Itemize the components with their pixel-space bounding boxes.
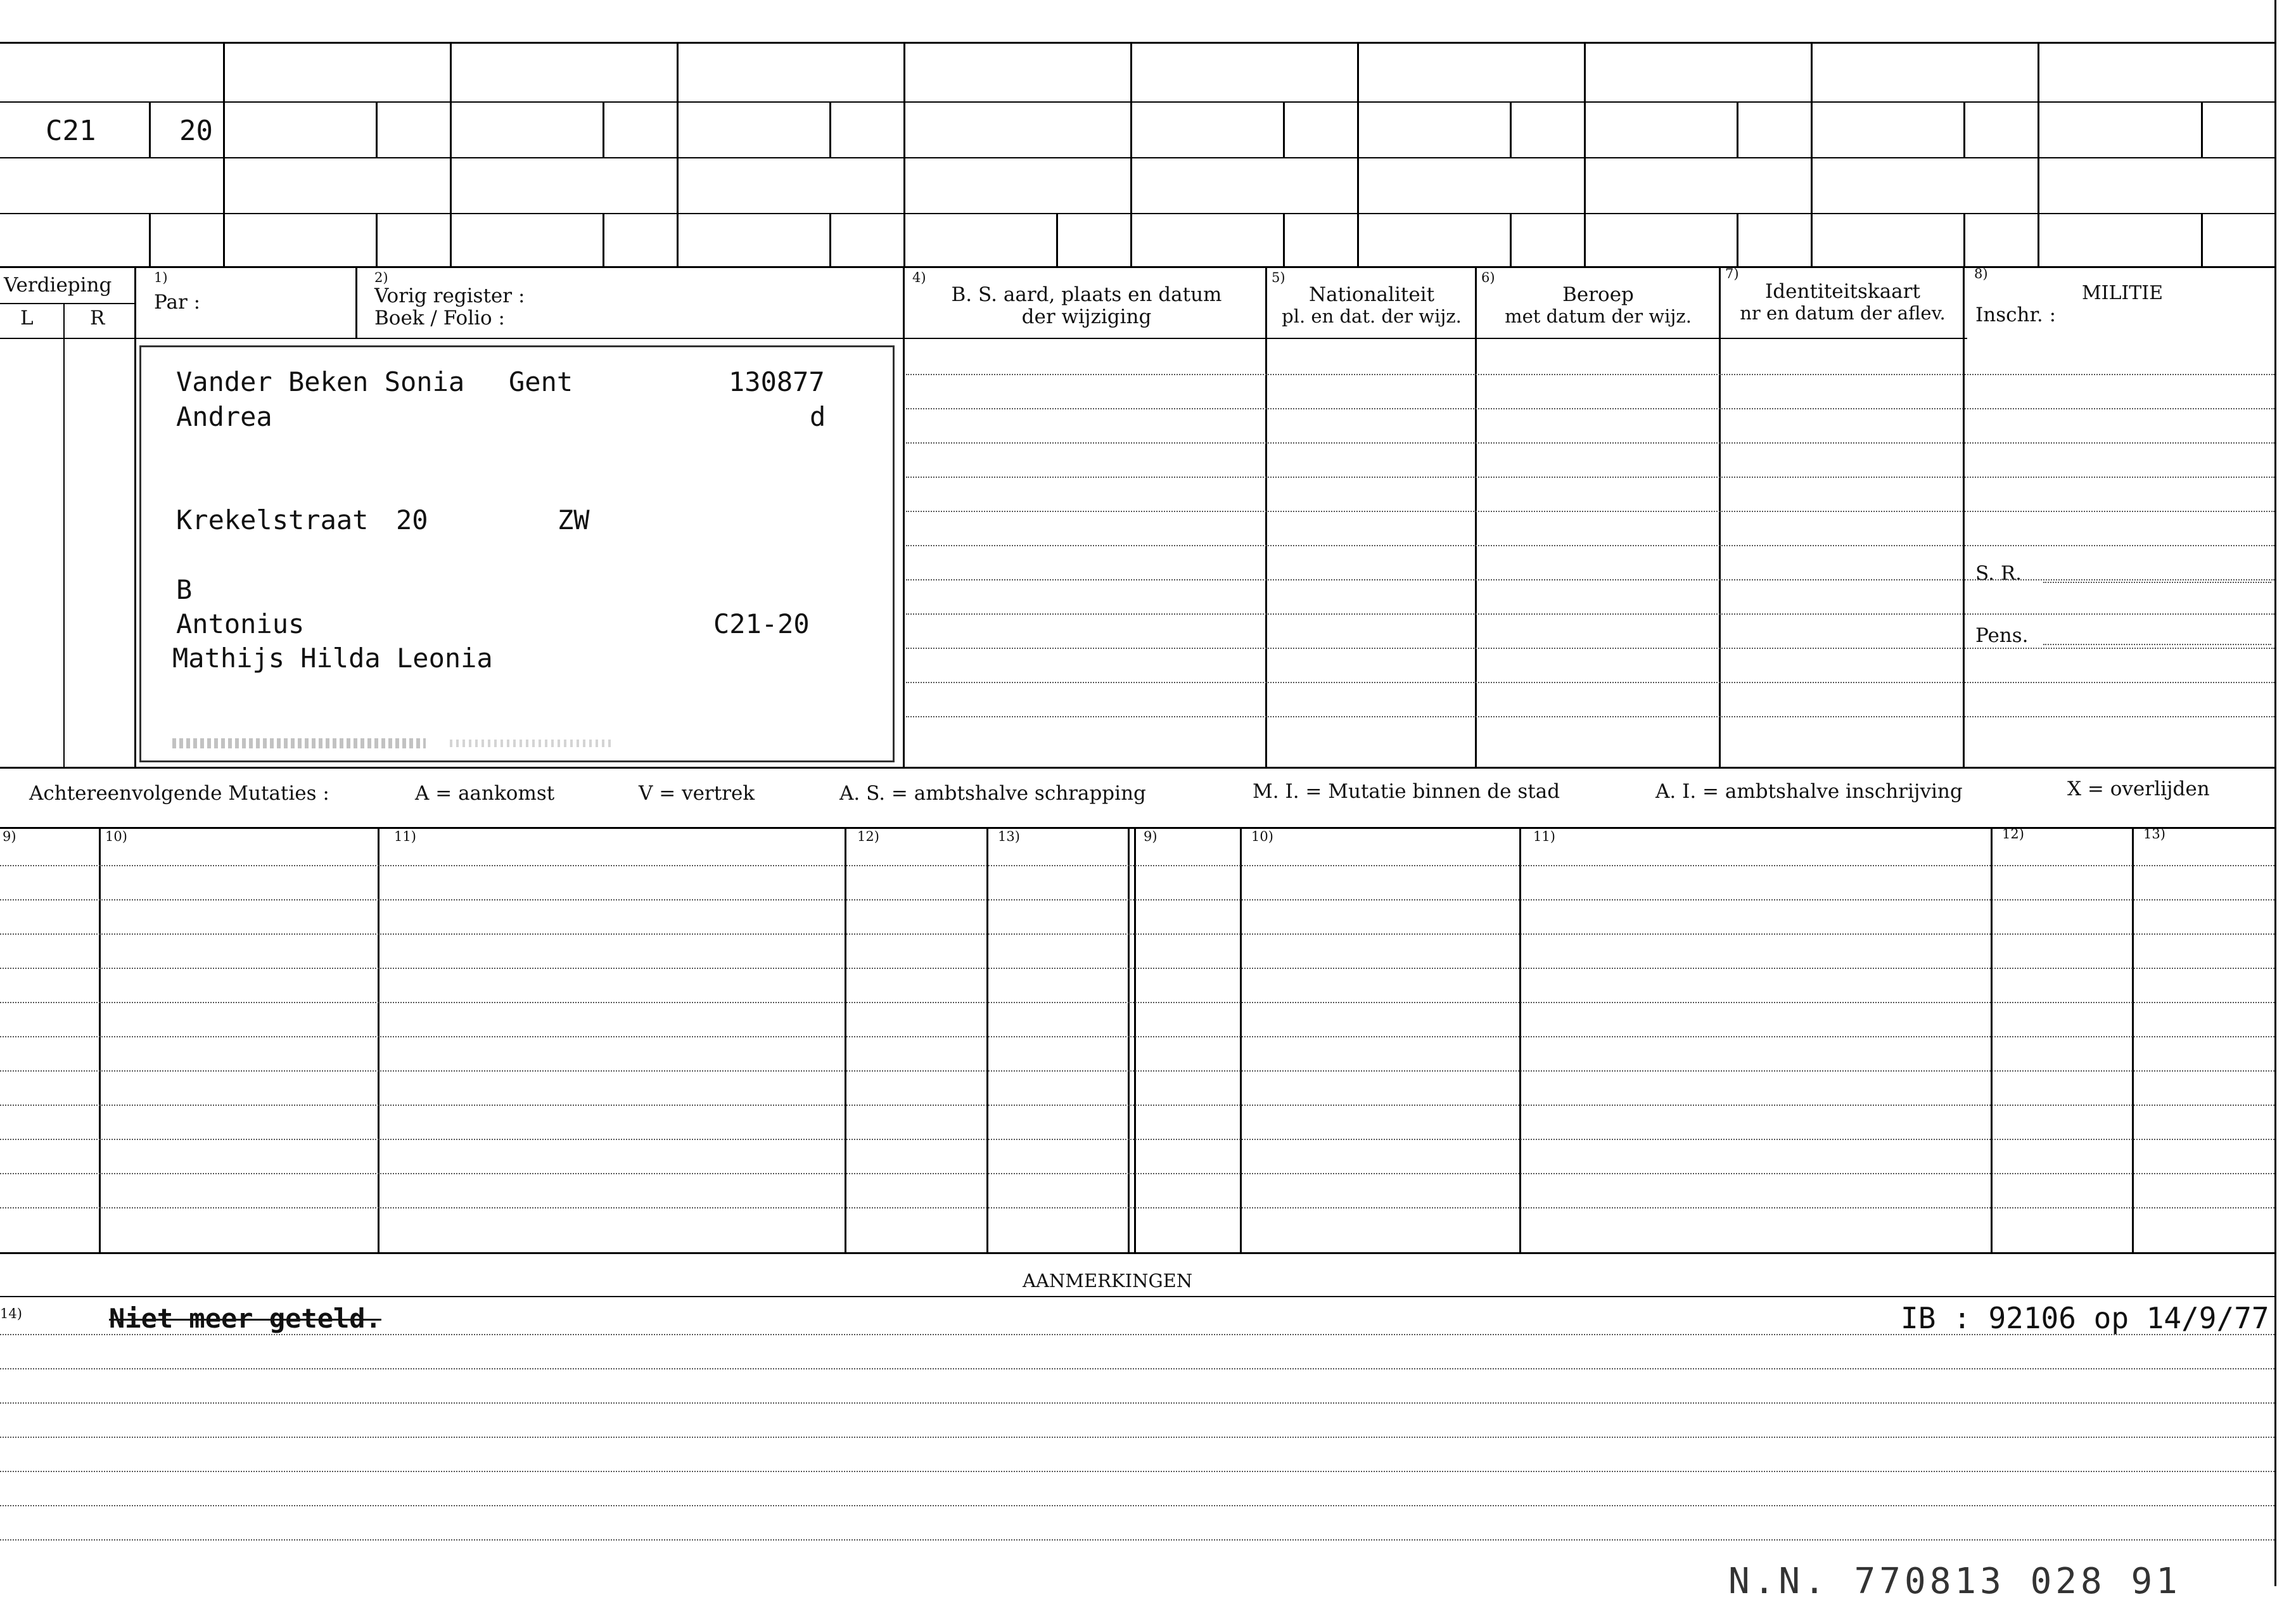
mut-col-9b: 9)	[1144, 829, 1158, 844]
header-grid-line	[0, 213, 2274, 214]
person-place: Gent	[509, 366, 573, 397]
header-subdivider	[1963, 101, 1965, 157]
mut-col-12: 12)	[857, 829, 879, 844]
mutations-bottom-line	[0, 1252, 2274, 1254]
identiteitskaart-label: Identiteitskaart	[1765, 280, 1920, 303]
bs-label: B. S. aard, plaats en datum	[951, 283, 1222, 306]
header-subdivider	[1737, 213, 1738, 266]
header-subdivider	[829, 213, 831, 266]
col-divider-lr	[63, 303, 65, 769]
remarks-struck-text: Niet meer geteld.	[109, 1303, 381, 1334]
mutations-top-line	[0, 827, 2274, 829]
col8-number: 8)	[1974, 266, 1988, 281]
col7-number: 7)	[1725, 266, 1739, 281]
par-label: Par :	[154, 291, 201, 314]
mut-divider	[378, 827, 379, 1252]
remarks-ib-text: IB : 92106 op 14/9/77	[1901, 1301, 2269, 1335]
col-divider-militie	[1963, 266, 1965, 769]
person-nationality: B	[176, 574, 193, 605]
nat-date-label: pl. en dat. der wijz.	[1282, 305, 1462, 327]
header-subdivider	[1283, 101, 1285, 157]
person-mother: Mathijs Hilda Leonia	[172, 643, 493, 674]
remarks-rule	[0, 1368, 2274, 1369]
header-grid-top-line	[0, 42, 2274, 44]
header-code: C21	[46, 115, 96, 147]
mut-col-11: 11)	[394, 829, 416, 844]
header-subdivider	[149, 101, 151, 157]
person-street: Krekelstraat	[176, 504, 369, 535]
header-divider	[2038, 42, 2039, 266]
legend-mi: M. I. = Mutatie binnen de stad	[1253, 780, 1560, 803]
mutation-rule	[0, 1173, 2274, 1174]
header-subdivider	[603, 213, 604, 266]
header-divider	[1584, 42, 1586, 266]
mutation-rule	[0, 1105, 2274, 1106]
nationaliteit-label: Nationaliteit	[1308, 283, 1435, 306]
header-subdivider	[1963, 213, 1965, 266]
legend-v: V = vertrek	[639, 782, 755, 805]
header-subdivider	[376, 101, 378, 157]
header-subdivider	[149, 213, 151, 266]
person-code-zw: ZW	[558, 504, 590, 535]
smudge	[172, 738, 426, 748]
header-subdivider	[2201, 213, 2203, 266]
header-subdivider	[1056, 213, 1058, 266]
col-divider-bs	[903, 266, 905, 769]
legend-ai: A. I. = ambtshalve inschrijving	[1655, 780, 1963, 803]
col-divider-id	[1719, 266, 1721, 769]
mut-col-10: 10)	[105, 829, 127, 844]
header-subdivider	[376, 213, 378, 266]
remarks-top-line	[0, 1296, 2274, 1297]
inschr-label: Inschr. :	[1975, 304, 2057, 326]
mutation-rule	[0, 1207, 2274, 1208]
mut-divider	[1128, 827, 1130, 1252]
header-divider	[1357, 42, 1359, 266]
legend-top-line	[0, 767, 2274, 769]
main-rule	[906, 511, 2274, 512]
header-subdivider	[1510, 101, 1512, 157]
pens-line	[2043, 644, 2271, 645]
header-subdivider	[1510, 213, 1512, 266]
main-rule	[906, 545, 2274, 546]
col4-number: 4)	[912, 270, 926, 285]
remarks-rule	[0, 1505, 2274, 1506]
mutation-rule	[0, 865, 2274, 866]
header-subdivider	[2201, 101, 2203, 157]
col-divider-verdieping	[134, 266, 136, 769]
header-divider	[677, 42, 679, 266]
mut-col-9: 9)	[3, 829, 16, 844]
remarks-rule	[0, 1471, 2274, 1472]
legend-a: A = aankomst	[415, 782, 555, 805]
mut-divider	[1991, 827, 1993, 1252]
legend-title: Achtereenvolgende Mutaties :	[29, 782, 329, 805]
sr-line	[2043, 582, 2271, 583]
vorig-register-label: Vorig register :	[374, 285, 525, 307]
mut-divider	[99, 827, 101, 1252]
mutation-rule	[0, 968, 2274, 969]
mutation-rule	[0, 1002, 2274, 1003]
column-header-bottom-line	[0, 338, 1967, 339]
remarks-rule	[0, 1539, 2274, 1541]
header-subdivider	[1737, 101, 1738, 157]
header-number: 20	[179, 115, 213, 147]
person-father: Antonius	[176, 608, 305, 639]
person-name: Vander Beken Sonia	[176, 366, 465, 397]
mut-col-13: 13)	[998, 829, 1020, 844]
mutation-rule	[0, 899, 2274, 900]
col-divider-nat	[1265, 266, 1267, 769]
main-rule	[906, 374, 2274, 375]
header-subdivider	[1283, 213, 1285, 266]
main-rule	[906, 716, 2274, 717]
sr-label: S. R.	[1975, 562, 2022, 585]
person-date: 130877	[729, 366, 825, 397]
remarks-title: AANMERKINGEN	[1023, 1270, 1193, 1291]
header-subdivider	[829, 101, 831, 157]
header-grid-bottom-line	[0, 266, 2274, 268]
beroep-label: Beroep	[1562, 283, 1634, 306]
col-divider-par	[355, 266, 357, 339]
col5-number: 5)	[1272, 270, 1285, 285]
footer-nn-stamp: N.N. 770813 028 91	[1728, 1561, 2181, 1602]
main-rule	[906, 408, 2274, 409]
remarks-rule	[0, 1402, 2274, 1404]
mut-col-12b: 12)	[2002, 826, 2024, 842]
beroep-date-label: met datum der wijz.	[1505, 305, 1692, 327]
col-divider-beroep	[1475, 266, 1477, 769]
id-date-label: nr en datum der aflev.	[1740, 302, 1946, 324]
main-rule	[906, 613, 2274, 615]
header-subdivider	[603, 101, 604, 157]
mut-divider	[845, 827, 846, 1252]
mut-divider	[986, 827, 988, 1252]
header-grid-line	[0, 157, 2274, 158]
r-label: R	[90, 307, 105, 330]
person-firstname2: Andrea	[176, 401, 272, 432]
militie-title: MILITIE	[2081, 282, 2164, 304]
header-divider	[1130, 42, 1132, 266]
mut-col-11b: 11)	[1533, 829, 1555, 844]
l-label: L	[20, 307, 34, 330]
remarks-number: 14)	[0, 1306, 22, 1321]
legend-as: A. S. = ambtshalve schrapping	[839, 782, 1146, 805]
verdieping-label: Verdieping	[4, 274, 112, 297]
mutation-rule	[0, 1139, 2274, 1140]
main-rule	[906, 648, 2274, 649]
col6-number: 6)	[1481, 270, 1495, 285]
main-rule	[906, 682, 2274, 683]
mut-col-10b: 10)	[1251, 829, 1273, 844]
mutation-rule	[0, 1070, 2274, 1072]
legend-x: X = overlijden	[2067, 778, 2210, 800]
mut-divider	[1134, 827, 1136, 1252]
wijziging-label: der wijziging	[1021, 305, 1152, 328]
person-house-no: 20	[396, 504, 428, 535]
header-divider	[903, 42, 905, 266]
person-ref: C21-20	[713, 608, 810, 639]
mutation-rule	[0, 1036, 2274, 1037]
main-rule	[906, 579, 2274, 580]
main-rule	[906, 477, 2274, 478]
mut-divider	[2132, 827, 2134, 1252]
mut-col-13b: 13)	[2143, 826, 2165, 842]
mut-divider	[1519, 827, 1521, 1252]
column-header-bottom-line-lr	[0, 303, 134, 304]
header-divider	[1811, 42, 1813, 266]
header-divider	[2274, 0, 2276, 1586]
remarks-rule	[0, 1334, 2274, 1335]
smudge	[450, 740, 615, 747]
boek-folio-label: Boek / Folio :	[374, 307, 505, 330]
pens-label: Pens.	[1975, 624, 2029, 647]
col1-number: 1)	[154, 270, 168, 285]
person-sex: d	[810, 401, 826, 432]
col2-number: 2)	[374, 270, 388, 285]
mut-divider	[1240, 827, 1242, 1252]
header-divider	[223, 42, 225, 266]
header-divider	[450, 42, 452, 266]
mutation-rule	[0, 933, 2274, 935]
main-rule	[906, 442, 2274, 444]
header-grid-line	[0, 101, 2274, 103]
remarks-rule	[0, 1437, 2274, 1438]
